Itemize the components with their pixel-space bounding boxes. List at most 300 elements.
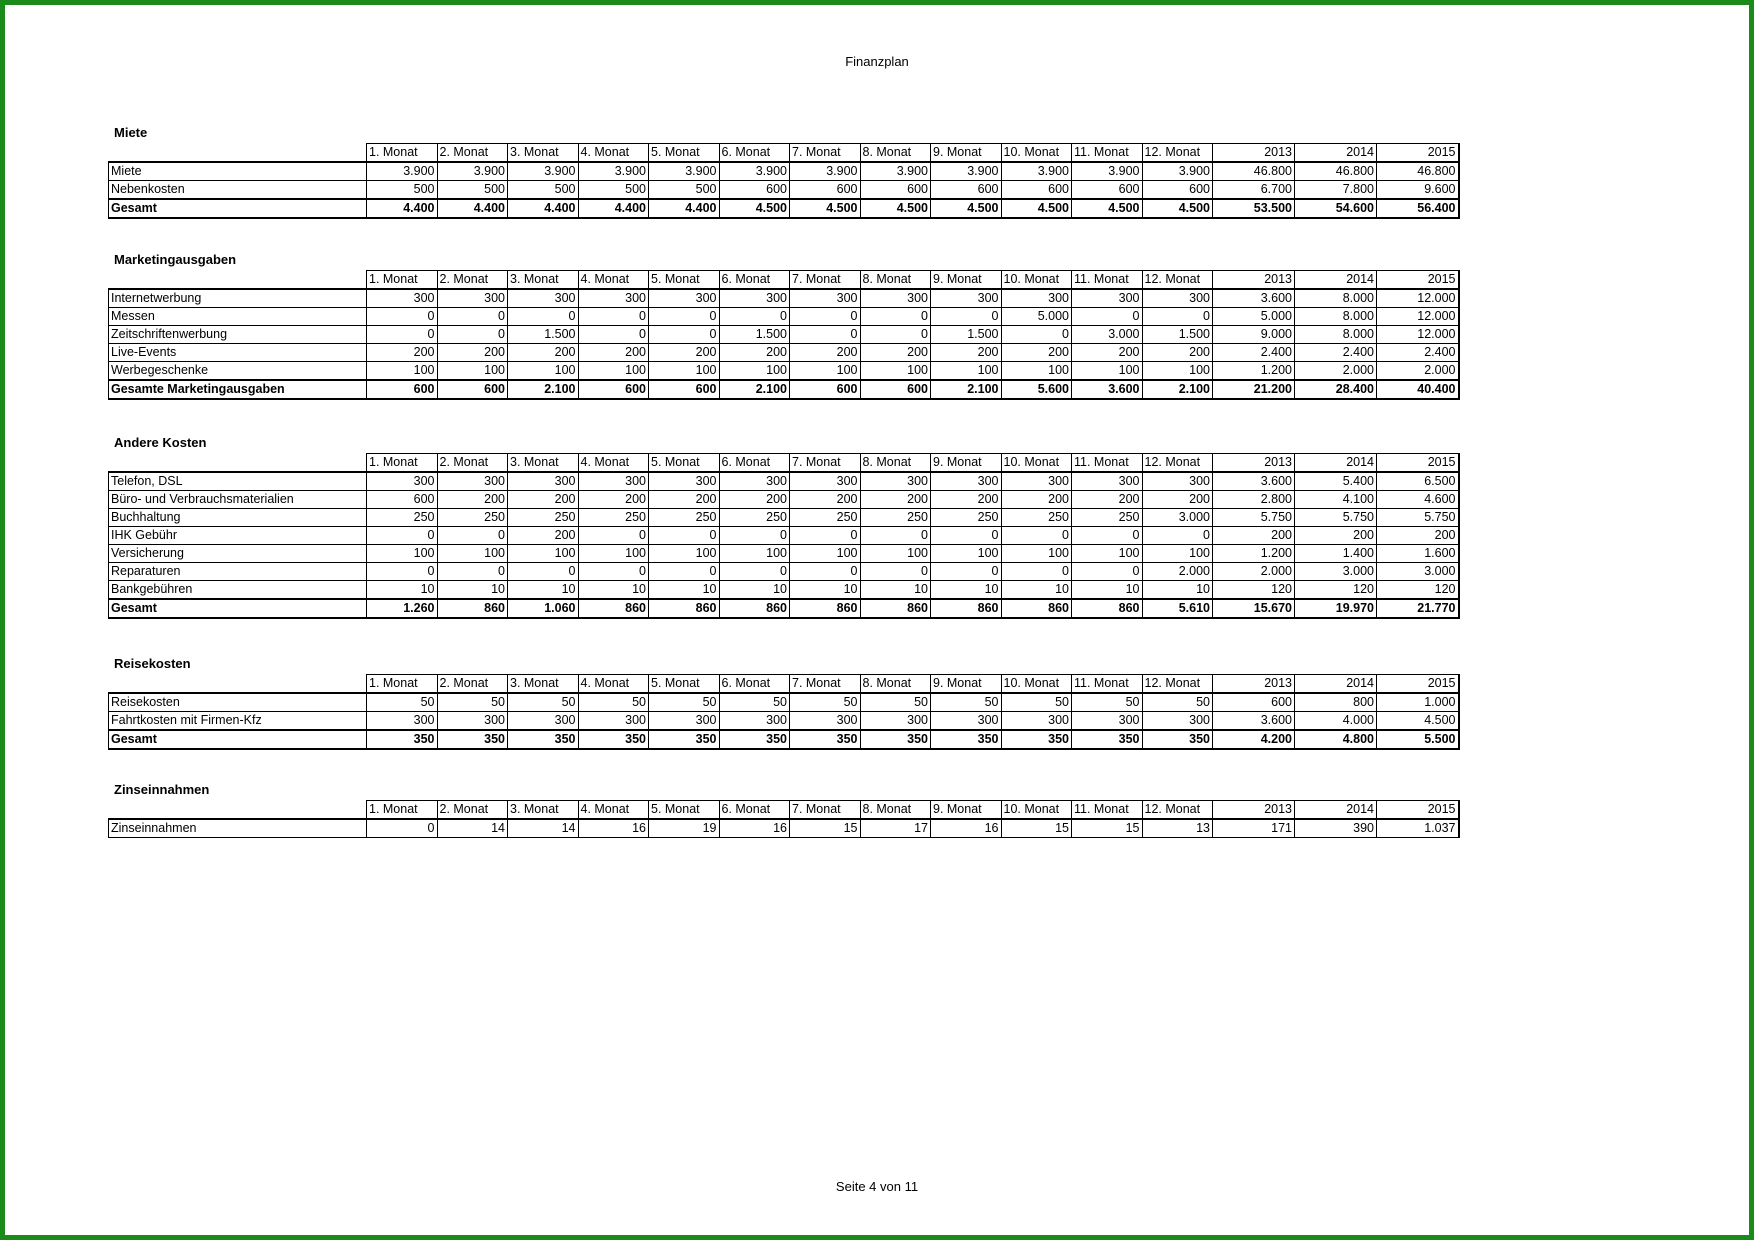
value-cell: 100	[649, 362, 720, 381]
value-cell: 4.500	[931, 199, 1002, 218]
column-header: 8. Monat	[860, 144, 931, 163]
table-row	[109, 581, 1459, 600]
value-cell: 860	[719, 599, 790, 618]
table-header-row	[109, 144, 1459, 163]
row-label: Fahrtkosten mit Firmen-Kfz	[109, 712, 367, 731]
value-cell: 2.400	[1295, 344, 1377, 362]
value-cell: 2.000	[1377, 362, 1459, 381]
value-cell: 300	[1142, 712, 1213, 731]
section-marketingausgaben	[108, 250, 1460, 400]
section-title: Marketingausgaben	[114, 252, 237, 267]
value-cell: 300	[860, 289, 931, 308]
value-cell: 200	[367, 344, 438, 362]
value-cell: 500	[508, 181, 579, 200]
value-cell: 0	[367, 308, 438, 326]
value-cell: 100	[578, 545, 649, 563]
value-cell: 100	[1001, 362, 1072, 381]
value-cell: 600	[367, 491, 438, 509]
column-header: 10. Monat	[1001, 801, 1072, 820]
value-cell: 300	[1142, 472, 1213, 491]
value-cell: 0	[508, 563, 579, 581]
value-cell: 10	[437, 581, 508, 600]
value-cell: 250	[931, 509, 1002, 527]
column-header: 2. Monat	[437, 801, 508, 820]
header-blank-cell	[109, 144, 367, 163]
column-header: 8. Monat	[860, 271, 931, 290]
column-header: 2013	[1213, 675, 1295, 694]
value-cell: 300	[437, 289, 508, 308]
value-cell: 300	[1072, 289, 1143, 308]
value-cell: 0	[1001, 527, 1072, 545]
value-cell: 100	[367, 545, 438, 563]
value-cell: 200	[508, 527, 579, 545]
value-cell: 0	[578, 308, 649, 326]
value-cell: 800	[1295, 693, 1377, 712]
column-header: 8. Monat	[860, 675, 931, 694]
value-cell: 0	[860, 563, 931, 581]
table-header-row	[109, 675, 1459, 694]
value-cell: 8.000	[1295, 326, 1377, 344]
value-cell: 40.400	[1377, 380, 1459, 399]
value-cell: 100	[437, 362, 508, 381]
value-cell: 0	[367, 326, 438, 344]
column-header: 3. Monat	[508, 675, 579, 694]
value-cell: 300	[719, 712, 790, 731]
value-cell: 14	[437, 819, 508, 838]
column-header: 7. Monat	[790, 675, 861, 694]
value-cell: 300	[367, 712, 438, 731]
value-cell: 5.750	[1295, 509, 1377, 527]
value-cell: 0	[367, 527, 438, 545]
value-cell: 0	[860, 326, 931, 344]
value-cell: 6.700	[1213, 181, 1295, 200]
value-cell: 100	[790, 362, 861, 381]
value-cell: 350	[790, 730, 861, 749]
value-cell: 200	[1295, 527, 1377, 545]
value-cell: 2.400	[1377, 344, 1459, 362]
value-cell: 4.000	[1295, 712, 1377, 731]
value-cell: 21.770	[1377, 599, 1459, 618]
value-cell: 600	[437, 380, 508, 399]
row-label: Zeitschriftenwerbung	[109, 326, 367, 344]
value-cell: 600	[790, 181, 861, 200]
value-cell: 3.900	[437, 162, 508, 181]
value-cell: 120	[1377, 581, 1459, 600]
value-cell: 4.600	[1377, 491, 1459, 509]
row-label: Gesamt	[109, 599, 367, 618]
row-label: Versicherung	[109, 545, 367, 563]
value-cell: 350	[931, 730, 1002, 749]
value-cell: 200	[790, 491, 861, 509]
value-cell: 3.900	[508, 162, 579, 181]
value-cell: 4.500	[860, 199, 931, 218]
column-header: 1. Monat	[367, 144, 438, 163]
value-cell: 4.400	[508, 199, 579, 218]
value-cell: 100	[719, 545, 790, 563]
column-header: 5. Monat	[649, 454, 720, 473]
column-header: 12. Monat	[1142, 144, 1213, 163]
value-cell: 2.400	[1213, 344, 1295, 362]
column-header: 12. Monat	[1142, 675, 1213, 694]
value-cell: 250	[1001, 509, 1072, 527]
row-label: IHK Gebühr	[109, 527, 367, 545]
value-cell: 600	[367, 380, 438, 399]
value-cell: 0	[790, 308, 861, 326]
value-cell: 15	[790, 819, 861, 838]
row-label: Buchhaltung	[109, 509, 367, 527]
value-cell: 4.500	[1377, 712, 1459, 731]
value-cell: 390	[1295, 819, 1377, 838]
value-cell: 350	[1142, 730, 1213, 749]
column-header: 11. Monat	[1072, 271, 1143, 290]
value-cell: 1.200	[1213, 362, 1295, 381]
value-cell: 0	[367, 563, 438, 581]
value-cell: 17	[860, 819, 931, 838]
value-cell: 4.100	[1295, 491, 1377, 509]
column-header: 6. Monat	[719, 454, 790, 473]
column-header: 2015	[1377, 144, 1459, 163]
value-cell: 1.500	[1142, 326, 1213, 344]
value-cell: 200	[649, 344, 720, 362]
value-cell: 19	[649, 819, 720, 838]
value-cell: 300	[790, 712, 861, 731]
value-cell: 4.800	[1295, 730, 1377, 749]
value-cell: 4.500	[790, 199, 861, 218]
value-cell: 46.800	[1295, 162, 1377, 181]
value-cell: 5.000	[1213, 308, 1295, 326]
value-cell: 860	[578, 599, 649, 618]
value-cell: 0	[790, 527, 861, 545]
value-cell: 860	[1001, 599, 1072, 618]
column-header: 2015	[1377, 271, 1459, 290]
section-title: Zinseinnahmen	[114, 782, 210, 797]
value-cell: 200	[860, 344, 931, 362]
column-header: 9. Monat	[931, 675, 1002, 694]
header-blank-cell	[109, 271, 367, 290]
value-cell: 10	[1142, 581, 1213, 600]
value-cell: 0	[437, 308, 508, 326]
column-header: 4. Monat	[578, 801, 649, 820]
row-label: Gesamte Marketingausgaben	[109, 380, 367, 399]
value-cell: 200	[1001, 344, 1072, 362]
column-header: 11. Monat	[1072, 675, 1143, 694]
value-cell: 3.600	[1072, 380, 1143, 399]
column-header: 2014	[1295, 454, 1377, 473]
value-cell: 46.800	[1377, 162, 1459, 181]
value-cell: 300	[1001, 289, 1072, 308]
column-header: 6. Monat	[719, 271, 790, 290]
column-header: 3. Monat	[508, 271, 579, 290]
table-header-row	[109, 271, 1459, 290]
column-header: 1. Monat	[367, 454, 438, 473]
value-cell: 12.000	[1377, 326, 1459, 344]
value-cell: 300	[437, 712, 508, 731]
value-cell: 300	[931, 712, 1002, 731]
value-cell: 350	[437, 730, 508, 749]
value-cell: 300	[1142, 289, 1213, 308]
value-cell: 100	[931, 545, 1002, 563]
page-footer: Seite 4 von 11	[835, 1179, 919, 1194]
value-cell: 100	[1142, 545, 1213, 563]
value-cell: 53.500	[1213, 199, 1295, 218]
value-cell: 10	[931, 581, 1002, 600]
row-label: Telefon, DSL	[109, 472, 367, 491]
column-header: 12. Monat	[1142, 454, 1213, 473]
value-cell: 46.800	[1213, 162, 1295, 181]
value-cell: 300	[719, 472, 790, 491]
page-title: Finanzplan	[845, 54, 909, 69]
value-cell: 860	[860, 599, 931, 618]
value-cell: 3.000	[1295, 563, 1377, 581]
value-cell: 9.000	[1213, 326, 1295, 344]
value-cell: 14	[508, 819, 579, 838]
column-header: 11. Monat	[1072, 454, 1143, 473]
value-cell: 860	[1072, 599, 1143, 618]
value-cell: 4.400	[578, 199, 649, 218]
value-cell: 0	[578, 563, 649, 581]
row-label: Zinseinnahmen	[109, 819, 367, 838]
data-table	[108, 453, 1460, 619]
total-row	[109, 730, 1459, 749]
value-cell: 8.000	[1295, 308, 1377, 326]
column-header: 6. Monat	[719, 144, 790, 163]
column-header: 8. Monat	[860, 801, 931, 820]
value-cell: 3.000	[1072, 326, 1143, 344]
value-cell: 50	[508, 693, 579, 712]
row-label: Live-Events	[109, 344, 367, 362]
value-cell: 100	[437, 545, 508, 563]
section-zinseinnahmen	[108, 780, 1460, 838]
column-header: 9. Monat	[931, 801, 1002, 820]
value-cell: 0	[437, 563, 508, 581]
value-cell: 100	[1072, 362, 1143, 381]
column-header: 2014	[1295, 675, 1377, 694]
value-cell: 300	[790, 289, 861, 308]
value-cell: 600	[1142, 181, 1213, 200]
value-cell: 120	[1213, 581, 1295, 600]
section-title: Andere Kosten	[114, 435, 207, 450]
value-cell: 0	[860, 308, 931, 326]
value-cell: 350	[649, 730, 720, 749]
value-cell: 16	[931, 819, 1002, 838]
value-cell: 200	[931, 344, 1002, 362]
value-cell: 28.400	[1295, 380, 1377, 399]
value-cell: 600	[860, 181, 931, 200]
value-cell: 0	[931, 308, 1002, 326]
value-cell: 5.750	[1213, 509, 1295, 527]
value-cell: 200	[1072, 491, 1143, 509]
column-header: 2. Monat	[437, 271, 508, 290]
column-header: 3. Monat	[508, 801, 579, 820]
value-cell: 3.000	[1377, 563, 1459, 581]
value-cell: 4.500	[1001, 199, 1072, 218]
value-cell: 300	[790, 472, 861, 491]
value-cell: 1.000	[1377, 693, 1459, 712]
column-header: 2. Monat	[437, 144, 508, 163]
row-label: Gesamt	[109, 199, 367, 218]
value-cell: 100	[719, 362, 790, 381]
value-cell: 6.500	[1377, 472, 1459, 491]
value-cell: 600	[1072, 181, 1143, 200]
column-header: 7. Monat	[790, 271, 861, 290]
value-cell: 500	[437, 181, 508, 200]
value-cell: 200	[1377, 527, 1459, 545]
column-header: 5. Monat	[649, 144, 720, 163]
value-cell: 200	[719, 491, 790, 509]
row-label: Büro- und Verbrauchsmaterialien	[109, 491, 367, 509]
table-row	[109, 712, 1459, 731]
value-cell: 16	[578, 819, 649, 838]
value-cell: 4.500	[719, 199, 790, 218]
row-label: Werbegeschenke	[109, 362, 367, 381]
section-miete	[108, 123, 1460, 219]
value-cell: 50	[1001, 693, 1072, 712]
table-row	[109, 693, 1459, 712]
column-header: 2015	[1377, 675, 1459, 694]
table-row	[109, 509, 1459, 527]
value-cell: 0	[1072, 563, 1143, 581]
row-label: Bankgebühren	[109, 581, 367, 600]
value-cell: 2.100	[719, 380, 790, 399]
value-cell: 0	[1072, 308, 1143, 326]
column-header: 4. Monat	[578, 144, 649, 163]
table-row	[109, 181, 1459, 200]
value-cell: 0	[931, 563, 1002, 581]
value-cell: 300	[931, 472, 1002, 491]
value-cell: 0	[578, 326, 649, 344]
value-cell: 10	[790, 581, 861, 600]
value-cell: 100	[1072, 545, 1143, 563]
value-cell: 9.600	[1377, 181, 1459, 200]
value-cell: 3.900	[578, 162, 649, 181]
value-cell: 250	[790, 509, 861, 527]
value-cell: 200	[578, 344, 649, 362]
value-cell: 4.500	[1072, 199, 1143, 218]
value-cell: 3.600	[1213, 289, 1295, 308]
row-label: Reparaturen	[109, 563, 367, 581]
value-cell: 7.800	[1295, 181, 1377, 200]
column-header: 4. Monat	[578, 675, 649, 694]
value-cell: 600	[1213, 693, 1295, 712]
value-cell: 350	[1001, 730, 1072, 749]
column-header: 7. Monat	[790, 801, 861, 820]
value-cell: 8.000	[1295, 289, 1377, 308]
value-cell: 50	[790, 693, 861, 712]
value-cell: 300	[367, 472, 438, 491]
column-header: 2013	[1213, 801, 1295, 820]
column-header: 5. Monat	[649, 675, 720, 694]
value-cell: 1.260	[367, 599, 438, 618]
table-header-row	[109, 801, 1459, 820]
value-cell: 600	[1001, 181, 1072, 200]
column-header: 2014	[1295, 271, 1377, 290]
total-row	[109, 199, 1459, 218]
value-cell: 300	[719, 289, 790, 308]
value-cell: 350	[508, 730, 579, 749]
column-header: 10. Monat	[1001, 271, 1072, 290]
value-cell: 200	[437, 491, 508, 509]
value-cell: 350	[719, 730, 790, 749]
column-header: 5. Monat	[649, 801, 720, 820]
value-cell: 1.037	[1377, 819, 1459, 838]
value-cell: 5.400	[1295, 472, 1377, 491]
value-cell: 1.500	[508, 326, 579, 344]
table-row	[109, 344, 1459, 362]
value-cell: 5.750	[1377, 509, 1459, 527]
value-cell: 2.100	[1142, 380, 1213, 399]
value-cell: 2.100	[931, 380, 1002, 399]
value-cell: 100	[508, 362, 579, 381]
value-cell: 1.500	[719, 326, 790, 344]
value-cell: 200	[719, 344, 790, 362]
table-row	[109, 308, 1459, 326]
value-cell: 0	[1001, 563, 1072, 581]
value-cell: 2.800	[1213, 491, 1295, 509]
value-cell: 300	[649, 472, 720, 491]
table-row	[109, 819, 1459, 838]
column-header: 6. Monat	[719, 675, 790, 694]
data-table	[108, 270, 1460, 400]
value-cell: 10	[719, 581, 790, 600]
data-table	[108, 143, 1460, 219]
value-cell: 250	[367, 509, 438, 527]
column-header: 2014	[1295, 144, 1377, 163]
value-cell: 4.500	[1142, 199, 1213, 218]
value-cell: 2.000	[1213, 563, 1295, 581]
value-cell: 12.000	[1377, 289, 1459, 308]
row-label: Messen	[109, 308, 367, 326]
table-row	[109, 527, 1459, 545]
column-header: 2013	[1213, 454, 1295, 473]
column-header: 11. Monat	[1072, 801, 1143, 820]
value-cell: 3.000	[1142, 509, 1213, 527]
value-cell: 3.900	[367, 162, 438, 181]
value-cell: 250	[1072, 509, 1143, 527]
value-cell: 200	[931, 491, 1002, 509]
section-title: Reisekosten	[114, 656, 191, 671]
column-header: 11. Monat	[1072, 144, 1143, 163]
header-blank-cell	[109, 675, 367, 694]
column-header: 10. Monat	[1001, 454, 1072, 473]
column-header: 2013	[1213, 144, 1295, 163]
value-cell: 15.670	[1213, 599, 1295, 618]
value-cell: 600	[578, 380, 649, 399]
section-andere-kosten	[108, 433, 1460, 619]
value-cell: 300	[649, 712, 720, 731]
column-header: 7. Monat	[790, 454, 861, 473]
column-header: 10. Monat	[1001, 144, 1072, 163]
value-cell: 50	[367, 693, 438, 712]
table-row	[109, 162, 1459, 181]
value-cell: 200	[508, 344, 579, 362]
value-cell: 200	[508, 491, 579, 509]
column-header: 1. Monat	[367, 801, 438, 820]
value-cell: 600	[860, 380, 931, 399]
value-cell: 300	[860, 472, 931, 491]
value-cell: 12.000	[1377, 308, 1459, 326]
value-cell: 10	[578, 581, 649, 600]
value-cell: 300	[367, 289, 438, 308]
value-cell: 21.200	[1213, 380, 1295, 399]
column-header: 1. Monat	[367, 675, 438, 694]
value-cell: 600	[790, 380, 861, 399]
value-cell: 300	[1072, 712, 1143, 731]
value-cell: 0	[790, 563, 861, 581]
row-label: Internetwerbung	[109, 289, 367, 308]
value-cell: 3.900	[790, 162, 861, 181]
value-cell: 300	[578, 712, 649, 731]
value-cell: 1.060	[508, 599, 579, 618]
